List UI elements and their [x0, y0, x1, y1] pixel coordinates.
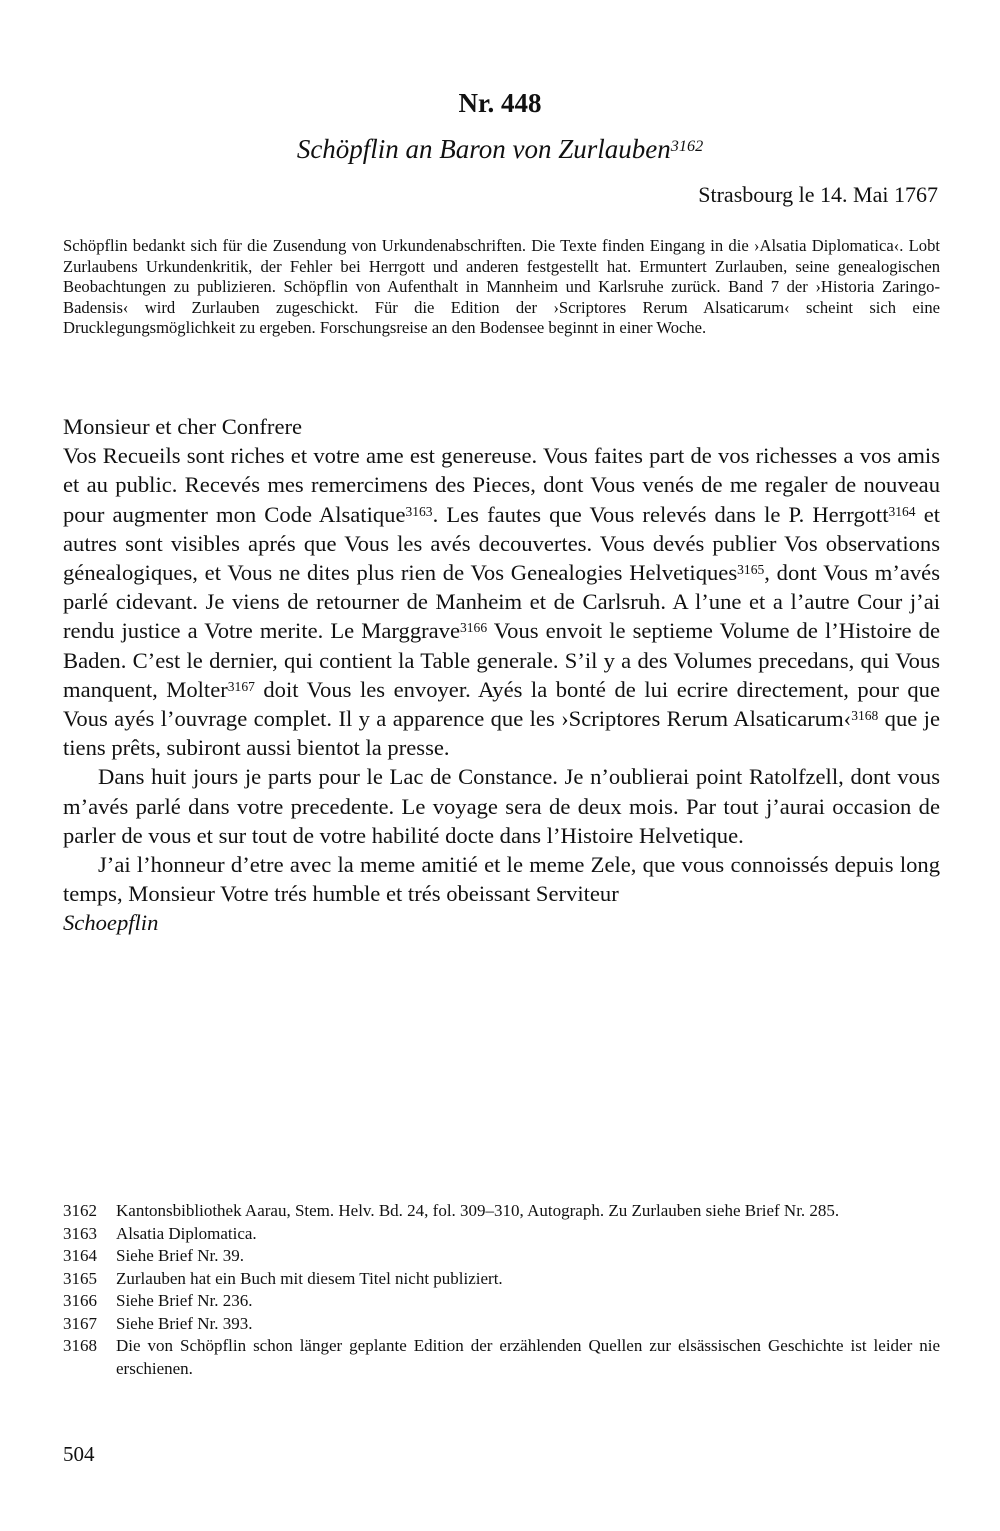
footnote-ref: 3163	[405, 503, 433, 519]
letter-number: Nr. 448	[458, 88, 542, 118]
letter-text: . Les fautes que Vous relevés dans le P. Herrgott	[432, 501, 889, 527]
footnote	[63, 1268, 940, 1291]
footnote-text: Siehe Brief Nr. 393.	[116, 1313, 253, 1333]
letter-summary: Schöpflin bedankt sich für die Zusendung von Urkundenabschriften. Die Texte finden Eingang in die ›Alsatia Diplomatica‹. Lobt Zurlaubens Urkundenkritik, der Fehler bei Herrgott und anderen festgestellt hat. Ermuntert Zurlauben, seine genealogischen Beobachtungen zu publizieren. Schöpflin von Aufenthalt in Mannheim und Karlsruhe zurück. Band 7 der ›Historia Zaringo-Badensis‹ wird Zurlauben zugeschickt. Für die Edition der ›Scriptores Rerum Alsaticarum‹ scheint sich eine Drucklegungsmöglichkeit zu ergeben. Forschungsreise an den Bodensee beginnt in einer Woche.	[63, 236, 940, 338]
letter-paragraph-3: J’ai l’honneur d’etre avec la meme amitié et le meme Zele, que vous connoissés depuis long temps, Monsieur Votre trés humble et trés obeissant Serviteur	[63, 852, 940, 907]
footnote	[63, 1200, 940, 1223]
letter-text: que je tiens prêts, subiront aussi bientot la presse.	[63, 706, 940, 761]
footnotes	[63, 1200, 940, 1380]
footnote	[63, 1335, 940, 1380]
footnote-ref: 3166	[460, 620, 488, 636]
letter-text: et autres sont visibles aprés que Vous les avés decouvertes. Vous devés publier Vos observations génealogiques, et Vous ne dites plus rien de Vos Genealogies Helvetiques	[63, 501, 941, 586]
footnote-number: 3166	[63, 1291, 97, 1310]
footnote-number: 3162	[63, 1201, 97, 1220]
dateline: Strasbourg le 14. Mai 1767	[698, 182, 938, 207]
letter-text: doit Vous les envoyer. Ayés la bonté de lui ecrire directement, pour que Vous ayés l’ouvrage complet. Il y a apparence que les ›Scriptores Rerum Alsaticarum‹	[63, 676, 940, 732]
page-number: 504	[63, 1442, 95, 1466]
signature: Schoepflin	[63, 910, 159, 936]
letter-paragraph-1	[63, 441, 940, 762]
footnote-ref: 3164	[888, 503, 916, 519]
footnote-text: Zurlauben hat ein Buch mit diesem Titel nicht publiziert.	[116, 1268, 503, 1288]
footnote-text: Alsatia Diplomatica.	[116, 1223, 257, 1243]
letter-title-text: Schöpflin an Baron von Zurlauben	[296, 134, 671, 164]
footnote-number: 3163	[63, 1223, 97, 1243]
footnote-ref: 3165	[737, 561, 765, 577]
footnote-text: Die von Schöpflin schon länger geplante Edition der erzählenden Quellen zur elsässischen Geschichte ist leider nie erschienen.	[116, 1336, 940, 1378]
footnote-ref: 3162	[670, 136, 704, 155]
footnote-text: Siehe Brief Nr. 236.	[116, 1291, 253, 1310]
salutation: Monsieur et cher Confrere	[63, 414, 303, 439]
footnote-ref: 3168	[851, 707, 879, 723]
letter-body	[63, 412, 940, 938]
footnote	[63, 1290, 940, 1313]
letter-title	[0, 134, 1000, 165]
footnote	[63, 1313, 940, 1336]
footnote-text: Kantonsbibliothek Aarau, Stem. Helv. Bd. 24, fol. 309–310, Autograph. Zu Zurlauben siehe Brief Nr. 285.	[116, 1201, 840, 1220]
footnote-number: 3168	[63, 1336, 97, 1355]
footnote-number: 3164	[63, 1246, 97, 1265]
letter-paragraph-2: Dans huit jours je parts pour le Lac de Constance. Je n’oublierai point Ratolfzell, dont vous m’avés parlé dans votre precedente. Le voyage sera de deux mois. Par tout j’aurai occasion de parler de vous et sur tout de votre habilité docte dans l’Histoire Helvetique.	[63, 764, 940, 848]
footnote-number: 3165	[63, 1268, 97, 1288]
footnote-text: Siehe Brief Nr. 39.	[116, 1246, 244, 1265]
letter-text: , dont Vous m’avés parlé cidevant. Je viens de retourner de Manheim et de Carlsruh. A l’une et a l’autre Cour j’ai rendu justice a Votre merite. Le Marggrave	[63, 560, 941, 644]
footnote-number: 3167	[63, 1313, 97, 1333]
footnote	[63, 1245, 940, 1268]
letter-text: Vous envoit le septieme Volume de l’Histoire de Baden. C’est le dernier, qui contient la Table generale. S’il y a des Volumes precedans, qui Vous manquent, Molter	[63, 618, 940, 702]
footnote-ref: 3167	[227, 678, 255, 694]
footnote	[63, 1223, 940, 1246]
letter-text: Vos Recueils sont riches et votre ame est genereuse. Vous faites part de vos richesses a vos amis et au public. Recevés mes remercimens des Pieces, dont Vous venés de me regaler de nouveau pour augmenter mon Code Alsatique	[63, 443, 940, 527]
